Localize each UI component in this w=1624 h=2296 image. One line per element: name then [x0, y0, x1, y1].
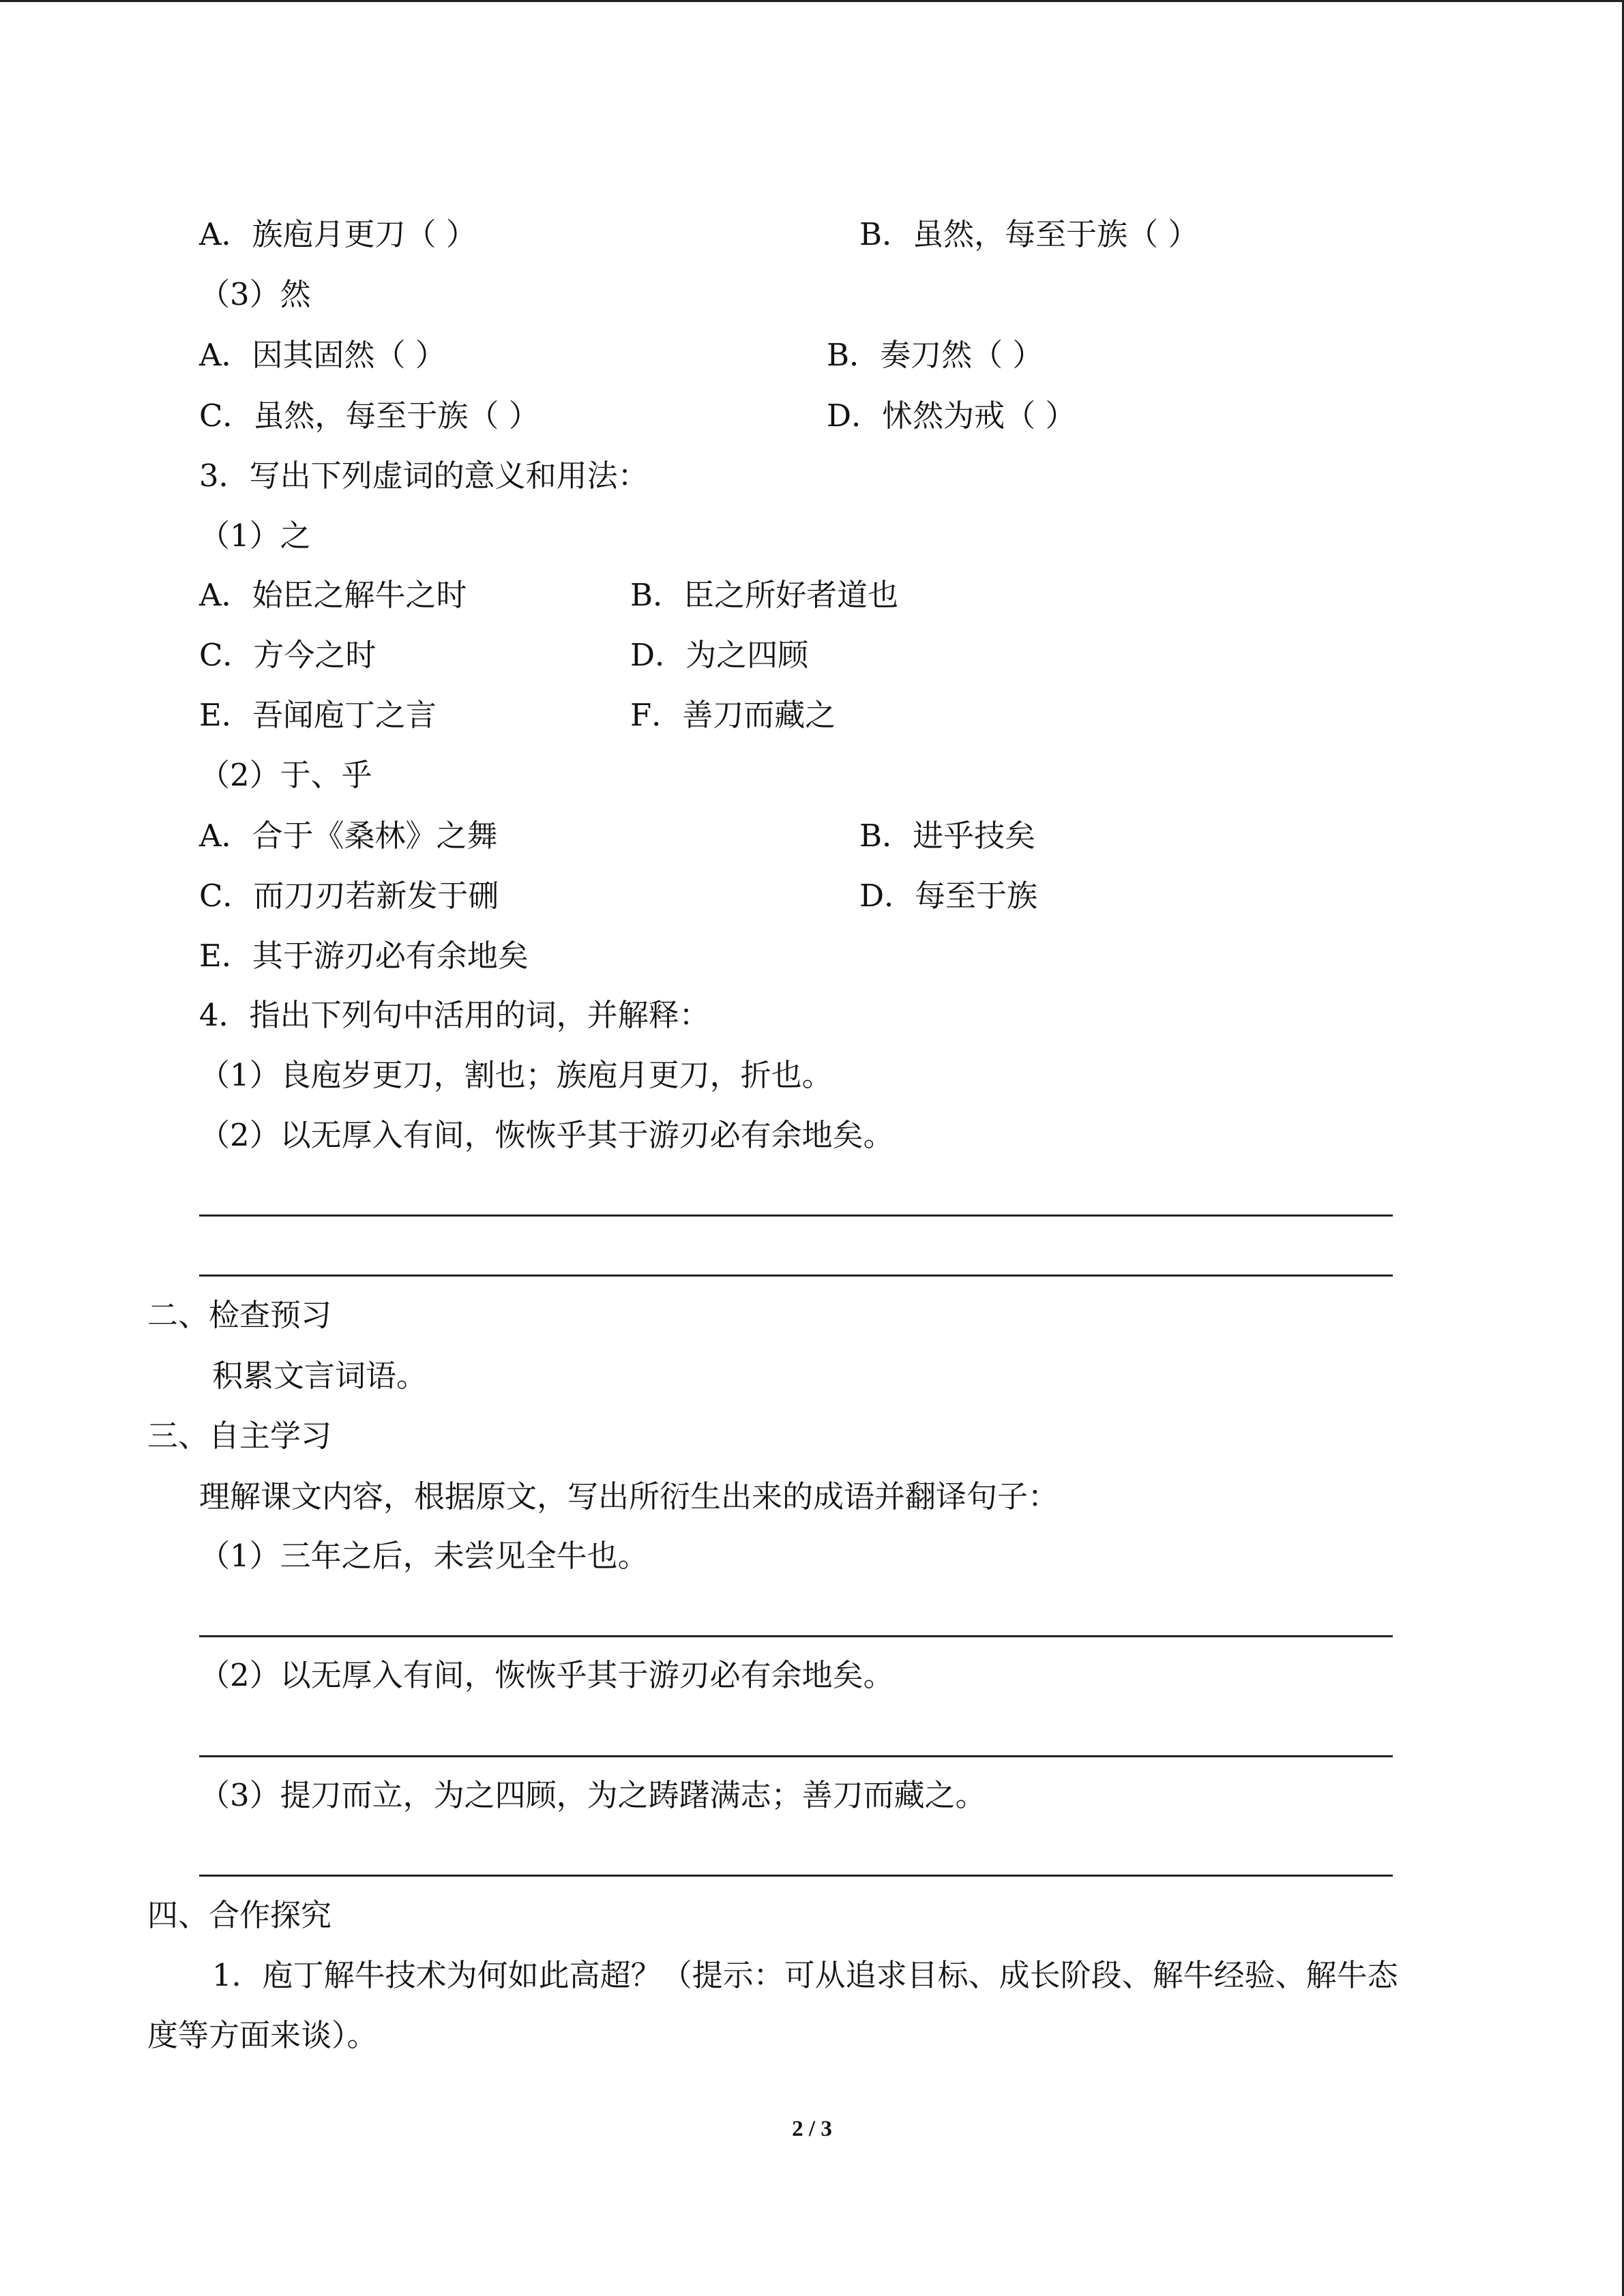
section-4-question-1-cont: 度等方面来谈）。 — [147, 2017, 378, 2053]
q2-part3-option-b: B．奏刀然（ ） — [827, 337, 1044, 373]
section-2-heading: 二、检查预习 — [147, 1297, 332, 1333]
section-3-item-1: （1）三年之后，未尝见全牛也。 — [199, 1538, 649, 1574]
section-2-body: 积累文言词语。 — [212, 1358, 428, 1394]
q4-item-2: （2）以无厚入有间，恢恢乎其于游刃必有余地矣。 — [199, 1117, 894, 1153]
answer-line[interactable] — [199, 1274, 1393, 1277]
q3-part2-option-c: C．而刀刃若新发于硎 — [199, 878, 499, 914]
answer-line[interactable] — [199, 1635, 1393, 1637]
answer-line[interactable] — [199, 1214, 1393, 1217]
page-top-border — [0, 0, 1624, 2]
answer-line[interactable] — [199, 1755, 1393, 1757]
q2-option-b: B．虽然，每至于族（ ） — [859, 216, 1199, 252]
q3-part1-option-a: A．始臣之解牛之时 — [199, 577, 467, 613]
q3-part2-option-e: E．其于游刃必有余地矣 — [199, 938, 529, 974]
q3-part1-option-d: D．为之四顾 — [630, 637, 809, 673]
q3-part1-option-f: F．善刀而藏之 — [630, 697, 836, 733]
q2-part3-heading: （3）然 — [199, 276, 311, 312]
q2-part3-option-d: D．怵然为戒（ ） — [827, 398, 1076, 434]
q4-prompt: 4．指出下列句中活用的词，并解释： — [199, 997, 710, 1033]
q3-part2-option-b: B．进乎技矣 — [859, 818, 1036, 854]
q2-part3-option-a: A．因其固然（ ） — [199, 337, 446, 373]
q3-part2-heading: （2）于、乎 — [199, 757, 372, 793]
section-3-intro: 理解课文内容，根据原文，写出所衍生出来的成语并翻译句子： — [199, 1478, 1059, 1515]
q2-part3-option-c: C．虽然，每至于族（ ） — [199, 398, 540, 434]
q3-part1-option-b: B．臣之所好者道也 — [630, 577, 899, 613]
section-3-item-2: （2）以无厚入有间，恢恢乎其于游刃必有余地矣。 — [199, 1657, 894, 1693]
page-number: 2 / 3 — [792, 2117, 832, 2141]
q2-option-a: A．族庖月更刀（ ） — [199, 216, 477, 252]
q3-part1-option-e: E．吾闻庖丁之言 — [199, 697, 437, 733]
q3-prompt: 3．写出下列虚词的意义和用法： — [199, 458, 649, 494]
q3-part2-option-a: A．合于《桑林》之舞 — [199, 818, 498, 854]
q3-part1-heading: （1）之 — [199, 518, 311, 554]
q4-item-1: （1）良庖岁更刀，割也；族庖月更刀，折也。 — [199, 1057, 833, 1093]
section-3-heading: 三、自主学习 — [147, 1418, 332, 1454]
section-3-item-3: （3）提刀而立，为之四顾，为之踌躇满志；善刀而藏之。 — [199, 1777, 986, 1813]
section-4-heading: 四、合作探究 — [147, 1897, 332, 1933]
q3-part2-option-d: D．每至于族 — [859, 878, 1038, 914]
section-4-question-1: 1．庖丁解牛技术为何如此高超？（提示：可从追求目标、成长阶段、解牛经验、解牛态 — [212, 1957, 1398, 1993]
answer-line[interactable] — [199, 1875, 1393, 1877]
q3-part1-option-c: C．方今之时 — [199, 637, 377, 673]
